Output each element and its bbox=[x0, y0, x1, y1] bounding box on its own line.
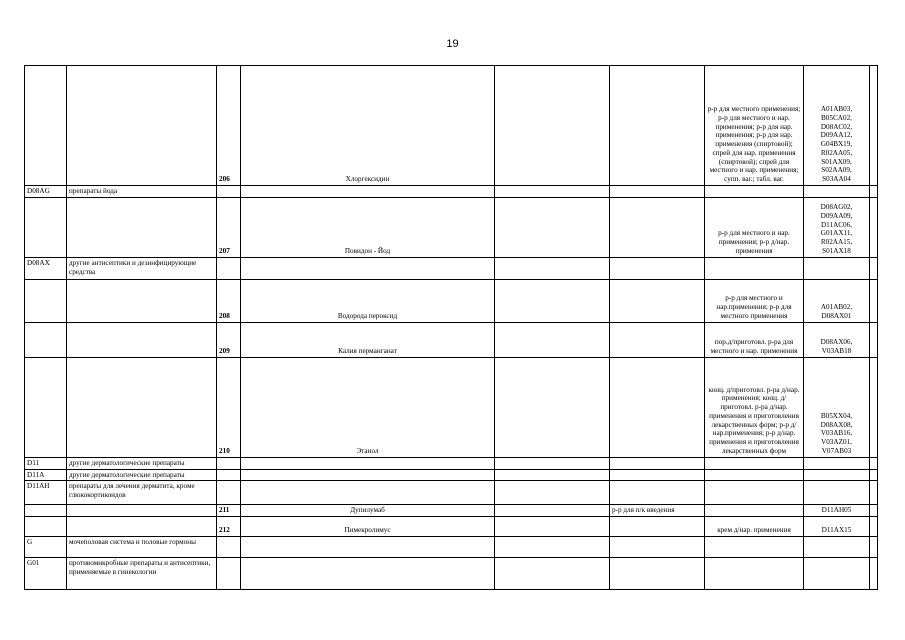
atc-codes: D08AG02, D09AA09, D11AC06, G01AX11, R02AA15, S01AX18 bbox=[804, 197, 870, 257]
dosage-form-1: р-р для п/к введения bbox=[610, 505, 705, 517]
drug-name: Пимекролимус bbox=[241, 517, 495, 537]
atc-codes: B05XX04, D08AX08, V03AB16, V03AZ01, V07AB03 bbox=[804, 357, 870, 457]
table-row bbox=[25, 357, 878, 457]
dosage-form-1 bbox=[610, 66, 705, 186]
drug-name: Повидон - Йод bbox=[241, 197, 495, 257]
atc-codes: D11AH05 bbox=[804, 505, 870, 517]
drug-name: Калия перманганат bbox=[241, 322, 495, 357]
dosage-form-1 bbox=[610, 357, 705, 457]
page-number: 19 bbox=[446, 38, 459, 50]
medicines-table bbox=[24, 65, 878, 590]
atc-codes: A01AB03, B05CA02, D08AC02, D09AA12, G04BX19, R02AA05, S01AX09, S02AA09, S03AA04 bbox=[804, 66, 870, 186]
atc-codes: D11AX15 bbox=[804, 517, 870, 537]
drug-name: Этанол bbox=[241, 357, 495, 457]
row-number: 211 bbox=[217, 505, 241, 517]
dosage-form-1 bbox=[610, 517, 705, 537]
atc-group-name: другие антисептики и дезинфицирующие средства bbox=[67, 257, 217, 279]
dosage-form-2: р-р для местного и нар. применения; р-р д/нар. применения bbox=[705, 197, 804, 257]
atc-group-code: G01 bbox=[25, 558, 67, 590]
row-number: 210 bbox=[217, 357, 241, 457]
table-row bbox=[25, 517, 878, 537]
drug-name: Водорода пероксид bbox=[241, 279, 495, 322]
table-row bbox=[25, 505, 878, 517]
atc-group-code: D11AH bbox=[25, 481, 67, 505]
dosage-form-2: конц. д/приготовл. р-ра д/нар. применения; конц. д/приготовл. р-ра д/нар. применения и приготовления лекарственных форм; р-р д/нар.применения; р-р д/нар. применения и приготовления лекарственных форм bbox=[705, 357, 804, 457]
dosage-form-2: пор.д/приготовл. р-ра для местного и нар. применения bbox=[705, 322, 804, 357]
drug-name: Дупилумаб bbox=[241, 505, 495, 517]
table-row bbox=[25, 481, 878, 505]
dosage-form-1 bbox=[610, 279, 705, 322]
table-row bbox=[25, 558, 878, 590]
atc-group-code: D08AX bbox=[25, 257, 67, 279]
table-row bbox=[25, 469, 878, 481]
table-row bbox=[25, 537, 878, 558]
dosage-form-2: р-р для местного и нар.применения; р-р для местного применения bbox=[705, 279, 804, 322]
dosage-form-2 bbox=[705, 505, 804, 517]
atc-group-name: другие дерматологические препараты bbox=[67, 457, 217, 469]
table-row bbox=[25, 66, 878, 186]
atc-group-name: противомикробные препараты и антисептики, применяемые в гинекологии bbox=[67, 558, 217, 590]
dosage-form-2: крем д/нар. применения bbox=[705, 517, 804, 537]
table-row bbox=[25, 257, 878, 279]
table-row bbox=[25, 279, 878, 322]
table-row bbox=[25, 322, 878, 357]
atc-group-name: мочеполовая система и половые гормоны bbox=[67, 537, 217, 558]
dosage-form-2: р-р для местного применения; р-р для местного и нар. применения; р-р для нар. применения; р-р для нар. применения (спиртовой); спрей для нар. применения (спиртовой); спрей для местного и нар. применения; супп. ваг.; табл. ваг. bbox=[705, 66, 804, 186]
atc-group-code: G bbox=[25, 537, 67, 558]
dosage-form-1 bbox=[610, 322, 705, 357]
atc-group-name: препараты йода bbox=[67, 186, 217, 198]
dosage-form-1 bbox=[610, 197, 705, 257]
row-number: 212 bbox=[217, 517, 241, 537]
table-row bbox=[25, 457, 878, 469]
atc-group-name: другие дерматологические препараты bbox=[67, 469, 217, 481]
atc-group-code: D11 bbox=[25, 457, 67, 469]
row-number: 209 bbox=[217, 322, 241, 357]
row-number: 208 bbox=[217, 279, 241, 322]
row-number: 206 bbox=[217, 66, 241, 186]
atc-group-code: D11A bbox=[25, 469, 67, 481]
atc-codes: D08AX06, V03AB18 bbox=[804, 322, 870, 357]
table-row bbox=[25, 186, 878, 198]
atc-codes: A01AB02, D08AX01 bbox=[804, 279, 870, 322]
atc-group-code: D08AG bbox=[25, 186, 67, 198]
atc-group-name: препараты для лечения дерматита, кроме глюкокортикоидов bbox=[67, 481, 217, 505]
row-number: 207 bbox=[217, 197, 241, 257]
table-row bbox=[25, 197, 878, 257]
drug-name: Хлоргексидин bbox=[241, 66, 495, 186]
